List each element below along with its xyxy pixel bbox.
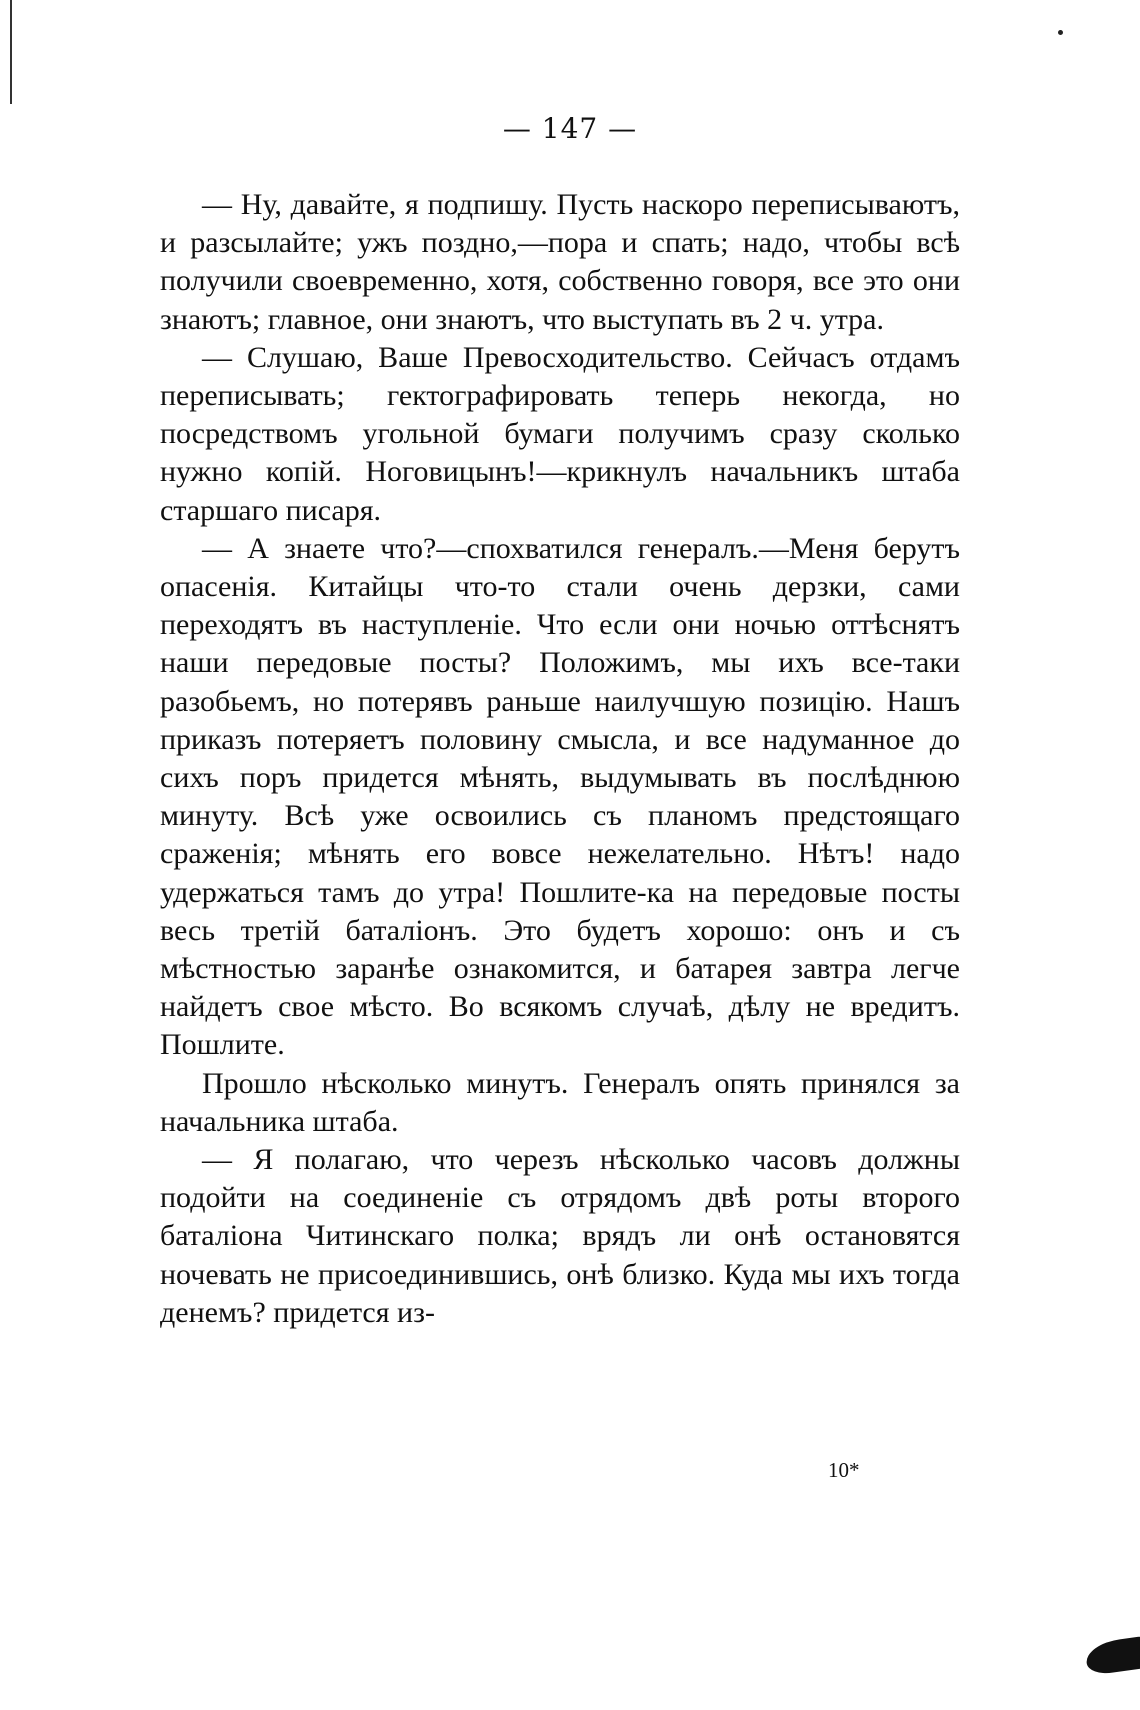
- scan-edge-line: [10, 0, 12, 104]
- signature-mark: 10*: [828, 1458, 860, 1482]
- paragraph: Прошло нѣсколько минутъ. Генералъ опять принялся за начальника штаба.: [160, 1066, 960, 1138]
- paragraph: — Я полагаю, что черезъ нѣсколько часовъ должны подойти на соединеніе съ отрядомъ двѣ роты второго баталіона Читинскаго полка; врядъ ли онѣ остановятся ночевать не присоединившись, онѣ близко. Куда мы ихъ тогда денемъ? придется из-: [160, 1143, 960, 1329]
- scan-speck: [1058, 30, 1063, 35]
- paragraph: — А знаете что?—спохватился генералъ.—Меня берутъ опасенія. Китайцы что-то стали очень дерзки, сами переходятъ въ наступленіе. Что если они ночью оттѣснятъ наши передовые посты? Положимъ, мы ихъ все-таки разобьемъ, но потерявъ раньше наилучшую позицію. Нашъ приказъ потеряетъ половину смысла, и все надуманное до сихъ поръ придется мѣнять, выдумывать въ послѣднюю минуту. Всѣ уже освоились съ планомъ предстоящаго сраженія; мѣнять его вовсе нежелательно. Нѣтъ! надо удержаться тамъ до утра! Пошлите-ка на передовые посты весь третій баталіонъ. Это будетъ хорошо: онъ и съ мѣстностью заранѣе ознакомится, и батарея завтра легче найдетъ свое мѣсто. Во всякомъ случаѣ, дѣлу не вредитъ. Пошлите.: [160, 531, 960, 1062]
- page-number: — 147 —: [502, 112, 638, 145]
- body-text: [160, 186, 960, 1332]
- paragraph: — Слушаю, Ваше Превосходительство. Сейчасъ отдамъ переписывать; гектографировать теперь некогда, но посредствомъ угольной бумаги получимъ сразу сколько нужно копій. Ноговицынъ!—крикнулъ начальникъ штаба старшаго писаря.: [160, 340, 960, 527]
- paragraph: — Ну, давайте, я подпишу. Пусть наскоро переписываютъ, и разсылайте; ужъ поздно,—пора и спать; надо, чтобы всѣ получили своевременно, хотя, собственно говоря, все это они знаютъ; главное, они знаютъ, что выступать въ 2 ч. утра.: [160, 188, 960, 336]
- scan-artifact: [1084, 1636, 1140, 1676]
